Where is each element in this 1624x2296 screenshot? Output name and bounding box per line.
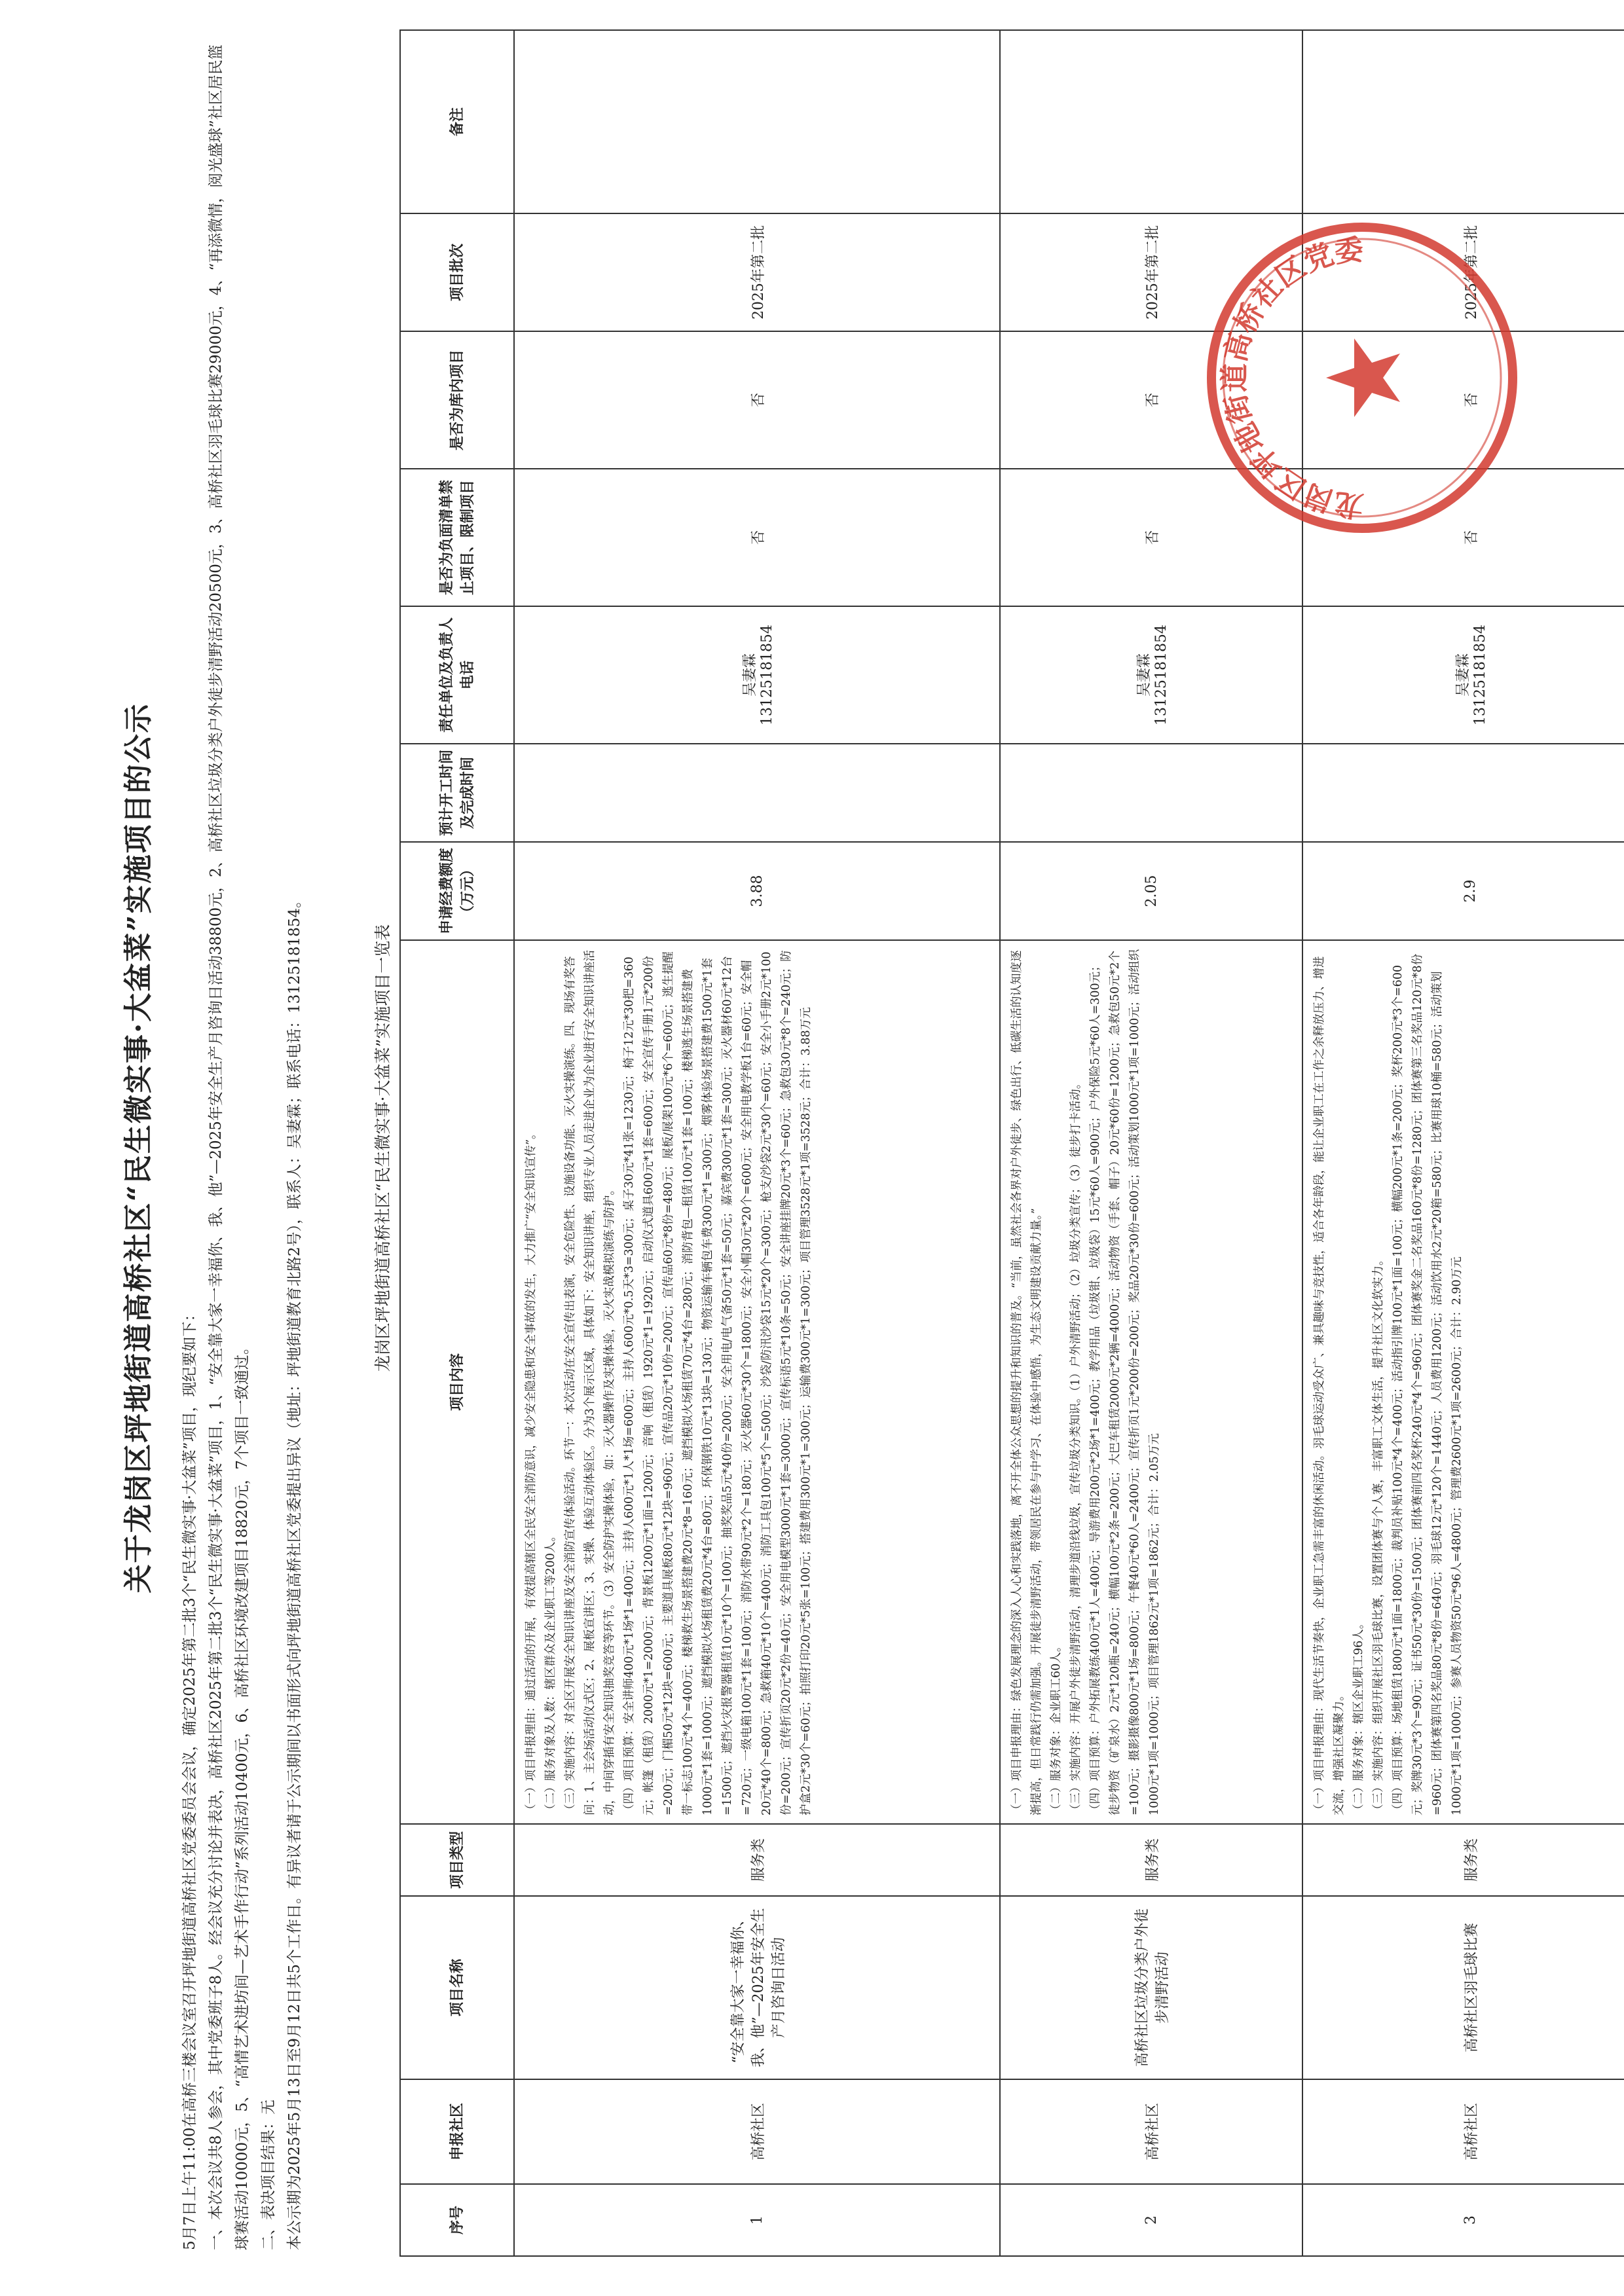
header-negative: 是否为负面清单禁止项目、限制项目 (400, 469, 514, 606)
table-header-row (400, 30, 514, 2256)
intro-paragraph: 本公示期为2025年5月13日至9月12日共5个工作日。有异议者请于公示期间以书面形式向坪地街道高桥社区党委提出异议（地址：坪地街道教育北路2号），联系人：吴妻霖；联系电话：13125181854。 (286, 892, 303, 2250)
cell-community: 高桥社区 (1000, 2079, 1302, 2184)
header-library: 是否为库内项目 (400, 331, 514, 469)
cell-library: 否 (514, 331, 1000, 469)
cell-no: 3 (1302, 2184, 1624, 2256)
intro-paragraph: 一、本次会议共8人参会，其中党委班子8人。经会议充分讨论并表决，高桥社区2025年第二批3个“民生微实事·大盆菜”项目，1、“安全靠大家一幸福你、我、他”—2025年安全生产月咨询日活动38800元，2、高桥社区垃圾分类户外徒步清野活动20500元，3、高桥社区羽毛球比赛29000元，4、“再添微情，阅光盛球”社区居民篮球赛活动10000元，5、“高情艺术进坊间—艺术手作行动”系列活动10400元，6、高桥社区环境改建项目18820元，7个项目一致通过。 (208, 45, 251, 2250)
content-paragraph: （二）服务对象：辖区企业职工96人。 (1352, 1617, 1365, 1815)
intro-paragraph: 5月7日上午11:00在高桥三楼会议室召开坪地街道高桥社区党委委员会会议，确定2025年第二批3个“民生微实事·大盆菜”项目，现纪要如下： (181, 1306, 198, 2250)
cell-budget: 2.9 (1302, 842, 1624, 940)
cell-no: 1 (514, 2184, 1000, 2256)
header-contact: 责任单位及负责人电话 (400, 606, 514, 744)
cell-type: 服务类 (1302, 1824, 1624, 1896)
cell-negative: 否 (514, 469, 1000, 606)
cell-name: 高桥社区垃圾分类户外徒步清野活动 (1000, 1896, 1302, 2079)
cell-contact: 吴妻霖 13125181854 (1302, 606, 1624, 744)
cell-community: 高桥社区 (1302, 2079, 1624, 2184)
cell-negative: 否 (1000, 469, 1302, 606)
table-row (514, 30, 1000, 2256)
cell-name: 高桥社区羽毛球比赛 (1302, 1896, 1624, 2079)
cell-batch: 2025年第二批 (1302, 213, 1624, 331)
header-remark: 备注 (400, 30, 514, 213)
content-paragraph: （二）服务对象：企业职工60人。 (1050, 1640, 1063, 1815)
cell-batch: 2025年第二批 (514, 213, 1000, 331)
table-caption: 龙岗区坪地街道高桥社区“民生微实事·大盆菜”实施项目一览表 (373, 924, 392, 1372)
content-paragraph: （三）实施内容：组织开展社区羽毛球比赛，设置团体赛与个人赛，丰富职工文体生活，提升社区文化软实力。 (1372, 1254, 1385, 1815)
content-paragraph: （一）项目申报理由：绿色发展理念的深入人心和实践落地，离不开全体公众思想的提升和知识的普及。“当前，虽然社会各界对户外徒步、绿色出行、低碳生活的认知度逐渐提高，但日常践行仍需加强。开展徒步清野活动，带领居民在参与中学习、在体验中感悟，为生态文明建设贡献力量。” (1010, 950, 1043, 1815)
header-name: 项目名称 (400, 1896, 514, 2079)
header-no: 序号 (400, 2184, 514, 2256)
page-title: 关于龙岗区坪地街道高桥社区“民生微实事·大盆菜”实施项目的公示 (122, 702, 155, 1594)
header-community: 申报社区 (400, 2079, 514, 2184)
header-content: 项目内容 (400, 940, 514, 1824)
header-period: 预计开工时间及完成时间 (400, 744, 514, 842)
cell-library: 否 (1000, 331, 1302, 469)
cell-library: 否 (1302, 331, 1624, 469)
cell-budget: 3.88 (514, 842, 1000, 940)
cell-period (1302, 744, 1624, 842)
cell-remark (1302, 30, 1624, 213)
cell-contact: 吴妻霖 13125181854 (514, 606, 1000, 744)
content-paragraph: （四）项目预算：场地租赁1800元*1面=1800元；裁判员补贴100元*4个=400元；活动指引牌100元*1面=100元；横幅200元*1条=200元；奖杯200元*3个=600元；奖牌30元*3个=90元；证书50元*30份=1500元；团体赛前四名奖杯240元*4个=960元；团体赛奖金二名奖品160元*8份=1280元；团体赛第三名奖品120元*8份=960元；团体赛第四名奖品80元*8份=640元；羽毛球12元*120个=1440元；人员费用1200元；活动饮用水2元*20箱=580元；比赛用球10桶=580元；活动策划1000元*1项=1000元；参赛人员物资50元*96人=4800元；管理费2600元*1项=2600元；合计：2.90万元 (1392, 953, 1464, 1815)
content-paragraph: （四）项目预算：安全讲师400元*1场*1=400元；主持人600元*1人*1场=600元；主持人600元*0.5天*3=300元；桌子30元*41张=1230元；椅子12元*30把=360元；帐篷（租赁）2000元*1=2000元；背景板1200元*1面=1200元；音响（租赁）1920元*1=1920元；启动仪式道具600元*1套=600元；安全宣传手册1元*200份=200元；门楣50元*12块=600元；主要道具展板80元*12块=960元；宣传品20元*10份=200元；宣传品60元*8份=480元；展板/展架100元*6个=600元；逃生提醒带一标志100元*4个=400元；楼梯救生场景搭建费20元*8=160元；遮挡模拟火场租赁70元*4台=280元；消防背包—租赁100元*1套=100元；楼梯逃生场景搭建费1000元*1套=1000元；遮挡模拟火场租赁费20元*4台=80元；环保钢铁10元*13块=130元；物资运输车辆包车费300元*1=300元；烟雾体验场景搭建费1500元*1套=1500元；遮挡火灾报警器租赁10元*10个=100元；抽奖奖品5元*40份=200元；安全用电/电气备50元*1套=50元；嘉宾费300元*1套=300元；灭火器材60元*12台=720元；一级电箱100元*1套=100元；消防水带90元*2个=180元；灭火器60元*30个=1800元；安全小帽30元*20个=600元；安全用电教学板1台=60元；安全帽20元*40个=800元；急救箱40元*10个=400元；消防工具包100元*5个=500元；沙袋/防汛沙袋15元*20个=300元；枪支/沙袋2元*30个=60元；安全小手册2元*100份=200元；宣传折页20元*2份=40元；安全用电模型3000元*1套=3000元；宣传标语5元*10条=50元；安全讲座挂牌20元*3个=60元；急救包30元*8个=240元；防护盒2元*30个=60元；拍照打印20元*5张=100元；搭建费用300元*1=300元；运输费300元*1=300元；项目管理3528元*1项=3528元；合计：3.88万元 (623, 950, 813, 1815)
cell-remark (1000, 30, 1302, 213)
cell-content (1000, 940, 1302, 1824)
content-paragraph: （一）项目申报理由：通过活动的开展，有效提高辖区全民安全消防意识，减少安全隐患和安全事故的发生，大力推广“安全知识宣传”。 (525, 1127, 538, 1815)
content-paragraph: （一）项目申报理由：现代生活节奏快，企业职工急需丰富的休闲活动。羽毛球运动受众广、兼具趣味与竞技性，适合各年龄段，能让企业职工在工作之余释放压力、增进交流，增强社区凝聚力。 (1313, 956, 1346, 1815)
cell-content (514, 940, 1000, 1824)
official-seal-icon (1198, 214, 1526, 541)
cell-contact: 吴妻霖 13125181854 (1000, 606, 1302, 744)
cell-budget: 2.05 (1000, 842, 1302, 940)
header-budget: 申请经费额度（万元） (400, 842, 514, 940)
content-paragraph: （二）服务对象及人数：辖区群众及企业职工等200人。 (544, 1530, 557, 1815)
cell-batch: 2025年第二批 (1000, 213, 1302, 331)
cell-type: 服务类 (514, 1824, 1000, 1896)
intro-paragraph: 二、表决项目结果：无 (260, 2100, 277, 2250)
cell-period (1000, 744, 1302, 842)
content-paragraph: （三）实施内容：对全区开展安全知识讲座及安全消防宣传体验活动。环节一：本次活动在安全宣传出表演，安全危险性、设施设备功能、灭火实操演练。四、现场有奖答问：1、主会场活动仪式区；2、展板宣讲区；3、实操、体验互动体验区。分为3个展示区域，具体如下：安全知识讲座，组织专业人员走进企业为企业进行安全知识讲座活动，中间穿插有安全知识抽奖竞答等环节。（3）安全防护实操体验，如：灭火器操作及实操体验，灭火实战模拟演练与防护。 (564, 949, 616, 1815)
cell-content (1302, 940, 1624, 1824)
cell-period (514, 744, 1000, 842)
cell-negative: 否 (1302, 469, 1624, 606)
cell-name: “安全靠大家一幸福你、我、他”—2025年安全生产月咨询日活动 (514, 1896, 1000, 2079)
content-paragraph: （四）项目预算：户外拓展教练400元*1人=400元；导游费用200元*2场*1=400元；教学用品（垃圾钳、垃圾袋）15元*60人=900元；户外保险5元*60人=300元；徒步物资（矿泉水）2元*120瓶=240元；横幅100元*2条=200元；大巴车租赁2000元*2辆=4000元；活动物资（手套、帽子）20元*60份=1200元；急救包50元*2个=100元；摄影摄像800元*1场=800元；午餐40元*60人=2400元；宣传折页1元*200份=200元；奖品20元*30份=600元；活动策划1000元*1项=1000元；活动组织1000元*1项=1000元；项目管理1862元*1项=1862元；合计：2.05万元 (1089, 949, 1161, 1815)
intro-text (177, 37, 308, 2250)
cell-no: 2 (1000, 2184, 1302, 2256)
content-paragraph: （三）实施内容：开展户外徒步清野活动，清理步道沿线垃圾，宣传垃圾分类知识。（1）户外清野活动；（2）垃圾分类宣传；（3）徒步打卡活动。 (1069, 1077, 1082, 1815)
cell-remark (514, 30, 1000, 213)
header-batch: 项目批次 (400, 213, 514, 331)
cell-type: 服务类 (1000, 1824, 1302, 1896)
seal-text: 龙岗区坪地街道高桥社区党委 (1218, 232, 1365, 523)
header-type: 项目类型 (400, 1824, 514, 1896)
cell-community: 高桥社区 (514, 2079, 1000, 2184)
